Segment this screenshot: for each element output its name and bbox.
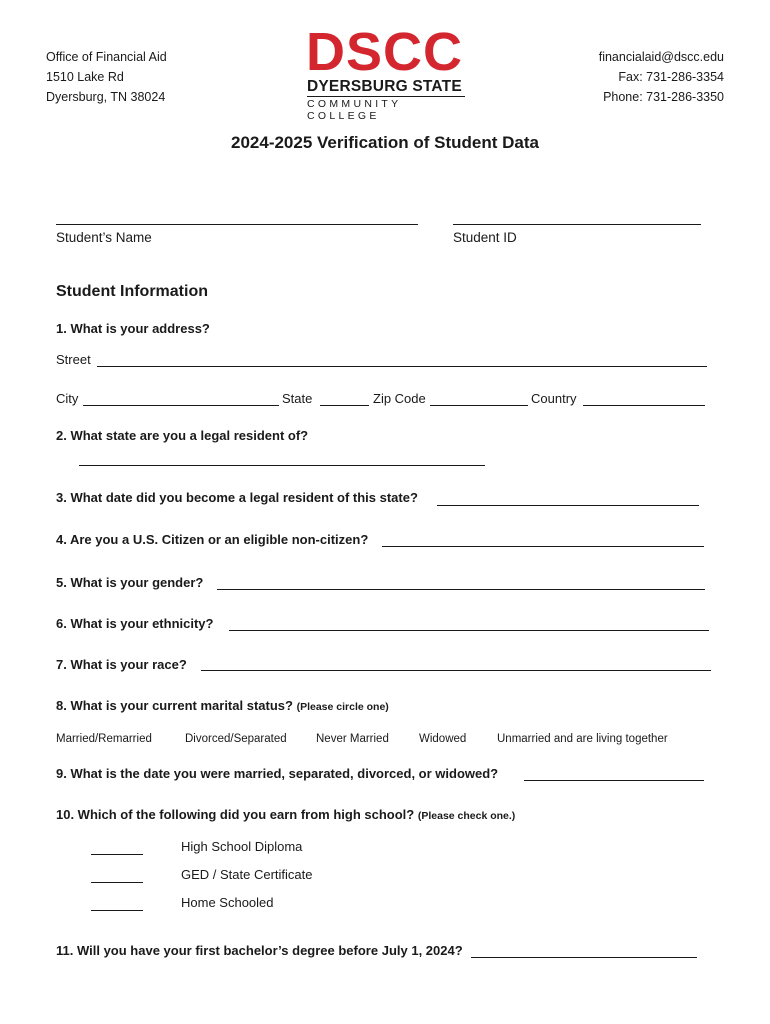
ethnicity-field[interactable]: [229, 630, 709, 631]
marital-option-unmarried-together[interactable]: Unmarried and are living together: [497, 733, 668, 745]
zip-label: Zip Code: [373, 391, 426, 406]
residency-date-field[interactable]: [437, 505, 699, 506]
question-8-note: (Please circle one): [296, 701, 389, 713]
logo-wordmark: DSCC: [306, 22, 464, 82]
contact-phone: Phone: 731-286-3350: [603, 90, 724, 104]
marital-option-married[interactable]: Married/Remarried: [56, 733, 152, 745]
student-id-label: Student ID: [453, 230, 517, 245]
city-field[interactable]: [83, 405, 279, 406]
city-label: City: [56, 391, 79, 406]
question-3: 3. What date did you become a legal resident of this state?: [56, 490, 418, 505]
question-8: [56, 698, 389, 713]
office-contact: [599, 47, 724, 107]
question-10-text: 10. Which of the following did you earn from high school?: [56, 807, 415, 822]
question-2: 2. What state are you a legal resident of?: [56, 428, 309, 443]
question-10-note: (Please check one.): [417, 810, 516, 822]
hs-option-ged: GED / State Certificate: [181, 867, 313, 882]
legal-residence-field[interactable]: [79, 465, 485, 466]
question-10: [56, 807, 515, 822]
logo-rule: [307, 96, 465, 97]
marital-date-field[interactable]: [524, 780, 704, 781]
marital-option-widowed[interactable]: Widowed: [419, 733, 467, 745]
state-label: State: [282, 391, 313, 406]
hs-option-home-schooled: Home Schooled: [181, 895, 274, 910]
contact-email[interactable]: financialaid@dscc.edu: [598, 50, 724, 64]
country-label: Country: [531, 391, 577, 406]
question-6: 6. What is your ethnicity?: [56, 616, 214, 631]
marital-option-never-married[interactable]: Never Married: [316, 733, 389, 745]
street-label: Street: [56, 352, 91, 367]
question-8-text: 8. What is your current marital status?: [56, 698, 293, 713]
street-field[interactable]: [97, 366, 707, 367]
hs-diploma-checkbox[interactable]: [91, 854, 143, 855]
country-field[interactable]: [583, 405, 705, 406]
question-9: 9. What is the date you were married, separated, divorced, or widowed?: [56, 766, 499, 781]
zip-field[interactable]: [430, 405, 528, 406]
office-address: [46, 47, 167, 107]
citizenship-field[interactable]: [382, 546, 704, 547]
question-7: 7. What is your race?: [56, 657, 187, 672]
contact-fax: Fax: 731-286-3354: [618, 70, 724, 84]
state-field[interactable]: [320, 405, 369, 406]
question-11: 11. Will you have your first bachelor’s degree before July 1, 2024?: [56, 943, 463, 958]
hs-option-diploma: High School Diploma: [181, 839, 303, 854]
office-city: Dyersburg, TN 38024: [46, 90, 166, 104]
logo-tagline: COMMUNITY COLLEGE: [307, 98, 402, 122]
gender-field[interactable]: [217, 589, 705, 590]
student-name-field[interactable]: [56, 224, 418, 225]
question-5: 5. What is your gender?: [56, 575, 204, 590]
race-field[interactable]: [201, 670, 711, 671]
student-id-field[interactable]: [453, 224, 701, 225]
office-street: 1510 Lake Rd: [46, 70, 124, 84]
logo-subtitle: DYERSBURG STATE: [307, 78, 462, 95]
page-title: 2024-2025 Verification of Student Data: [231, 133, 539, 152]
marital-option-divorced[interactable]: Divorced/Separated: [185, 733, 287, 745]
bachelors-degree-field[interactable]: [471, 957, 697, 958]
ged-checkbox[interactable]: [91, 882, 143, 883]
question-4: 4. Are you a U.S. Citizen or an eligible non-citizen?: [56, 532, 369, 547]
question-1: 1. What is your address?: [56, 321, 210, 336]
office-name: Office of Financial Aid: [46, 50, 167, 64]
section-title: Student Information: [56, 283, 208, 300]
dscc-logo: [306, 22, 466, 122]
home-schooled-checkbox[interactable]: [91, 910, 143, 911]
student-name-label: Student’s Name: [56, 230, 152, 245]
